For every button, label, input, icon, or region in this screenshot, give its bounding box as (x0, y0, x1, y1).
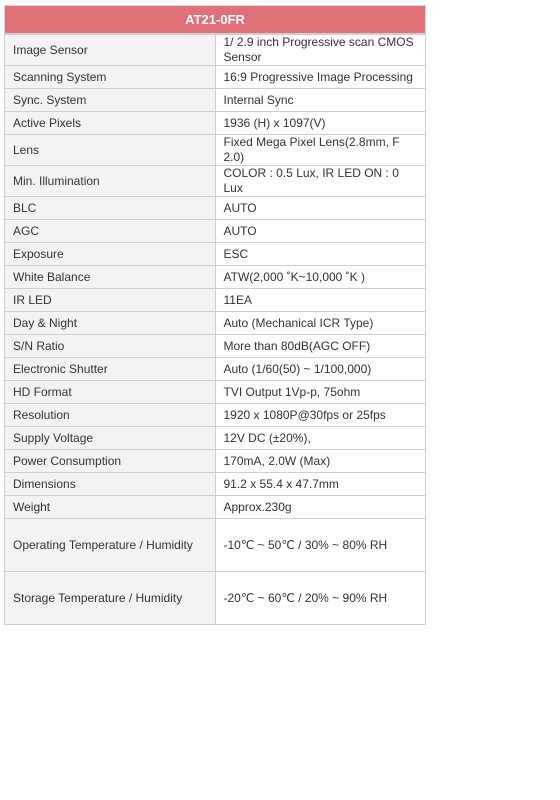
spec-value: 16:9 Progressive Image Processing (215, 66, 426, 89)
table-row (5, 197, 426, 220)
spec-value: -10℃ ~ 50℃ / 30% ~ 80% RH (215, 519, 426, 572)
spec-label: Weight (5, 496, 216, 519)
table-row (5, 112, 426, 135)
spec-value: 91.2 x 55.4 x 47.7mm (215, 473, 426, 496)
table-title: AT21-0FR (5, 6, 426, 35)
spec-label: BLC (5, 197, 216, 220)
spec-label: Sync. System (5, 89, 216, 112)
table-row (5, 166, 426, 197)
spec-label: Active Pixels (5, 112, 216, 135)
spec-value: TVI Output 1Vp-p, 75ohm (215, 381, 426, 404)
spec-value: Approx.230g (215, 496, 426, 519)
spec-label: Power Consumption (5, 450, 216, 473)
spec-value: More than 80dB(AGC OFF) (215, 335, 426, 358)
spec-label: Day & Night (5, 312, 216, 335)
spec-label: Supply Voltage (5, 427, 216, 450)
table-row (5, 66, 426, 89)
table-row (5, 266, 426, 289)
spec-label: AGC (5, 220, 216, 243)
spec-value: AUTO (215, 197, 426, 220)
spec-table (4, 5, 426, 625)
spec-label: Dimensions (5, 473, 216, 496)
spec-value: 1920 x 1080P@30fps or 25fps (215, 404, 426, 427)
spec-label: White Balance (5, 266, 216, 289)
spec-value: AUTO (215, 220, 426, 243)
spec-value: ATW(2,000 ˚K~10,000 ˚K ) (215, 266, 426, 289)
spec-value: -20℃ ~ 60℃ / 20% ~ 90% RH (215, 572, 426, 625)
table-row (5, 496, 426, 519)
table-row (5, 519, 426, 572)
spec-value: 12V DC (±20%), (215, 427, 426, 450)
spec-value: COLOR : 0.5 Lux, IR LED ON : 0 Lux (215, 166, 426, 197)
table-row (5, 243, 426, 266)
spec-value: Fixed Mega Pixel Lens(2.8mm, F 2.0) (215, 135, 426, 166)
table-row (5, 220, 426, 243)
spec-value: 1/ 2.9 inch Progressive scan CMOS Sensor (215, 34, 426, 66)
table-header-row (5, 6, 426, 35)
table-row (5, 289, 426, 312)
spec-value: Internal Sync (215, 89, 426, 112)
spec-label: HD Format (5, 381, 216, 404)
table-row (5, 450, 426, 473)
spec-label: Exposure (5, 243, 216, 266)
table-row (5, 335, 426, 358)
table-row (5, 572, 426, 625)
table-row (5, 34, 426, 66)
table-row (5, 135, 426, 166)
spec-label: Scanning System (5, 66, 216, 89)
spec-value: 170mA, 2.0W (Max) (215, 450, 426, 473)
table-row (5, 381, 426, 404)
spec-value: ESC (215, 243, 426, 266)
spec-value: 1936 (H) x 1097(V) (215, 112, 426, 135)
table-row (5, 358, 426, 381)
spec-label: Electronic Shutter (5, 358, 216, 381)
spec-label: IR LED (5, 289, 216, 312)
spec-label: Lens (5, 135, 216, 166)
table-row (5, 89, 426, 112)
spec-label: S/N Ratio (5, 335, 216, 358)
spec-label: Image Sensor (5, 34, 216, 66)
spec-label: Min. Illumination (5, 166, 216, 197)
table-row (5, 404, 426, 427)
spec-label: Resolution (5, 404, 216, 427)
spec-value: 11EA (215, 289, 426, 312)
table-row (5, 473, 426, 496)
spec-value: Auto (Mechanical ICR Type) (215, 312, 426, 335)
spec-label: Operating Temperature / Humidity (5, 519, 216, 572)
table-row (5, 312, 426, 335)
table-row (5, 427, 426, 450)
spec-label: Storage Temperature / Humidity (5, 572, 216, 625)
spec-value: Auto (1/60(50) ~ 1/100,000) (215, 358, 426, 381)
